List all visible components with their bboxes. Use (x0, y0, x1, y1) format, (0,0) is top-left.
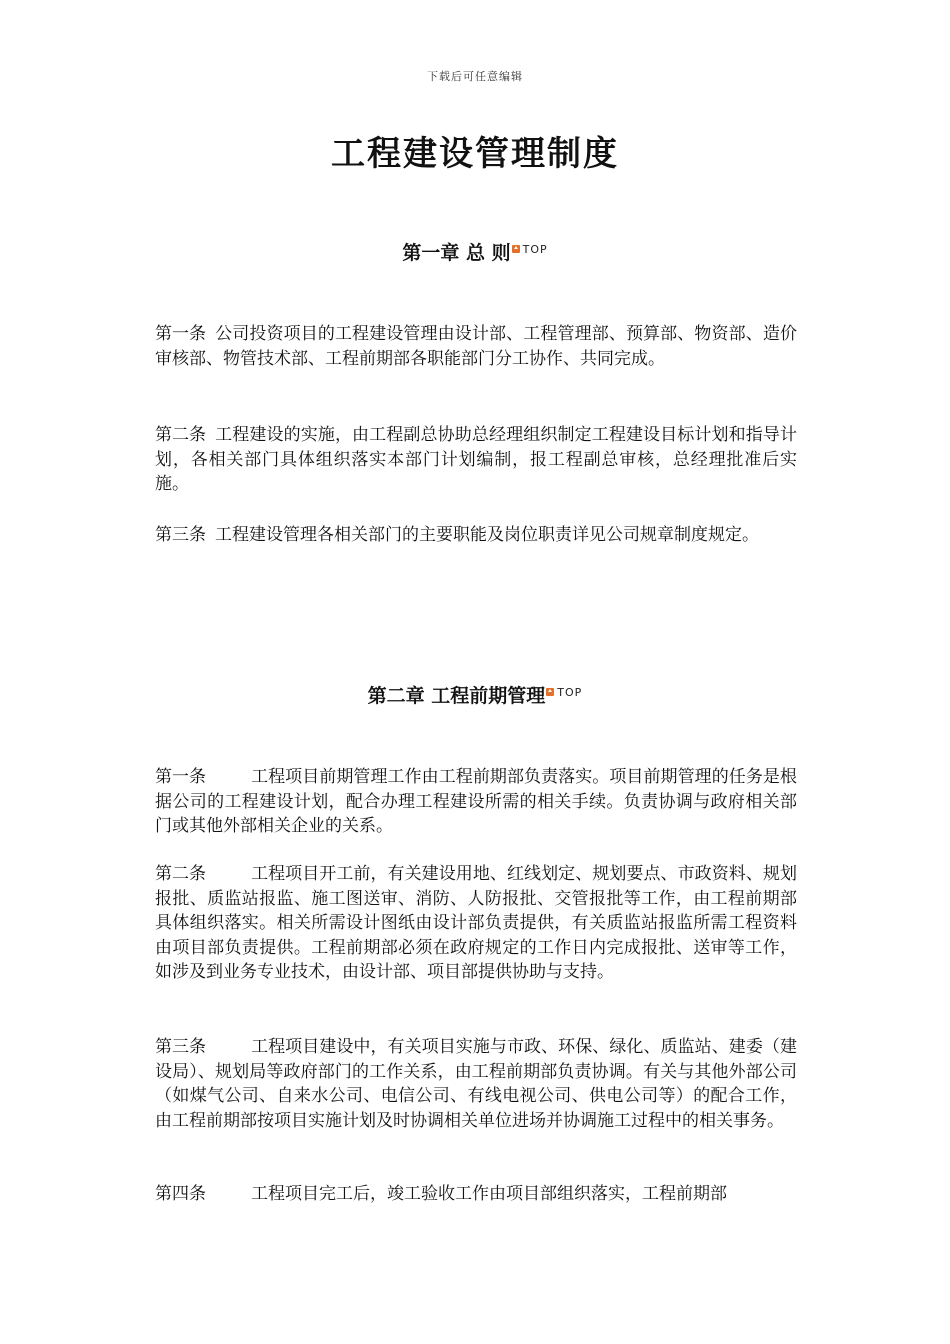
article-number: 第三条 (155, 525, 206, 545)
chapter-heading-1-text: 第一章 总 则 (402, 242, 511, 264)
article-number: 第二条 (155, 425, 206, 445)
chapter-1-article-1 (155, 322, 797, 371)
chapter-2-article-4 (155, 1182, 797, 1207)
chapter-1-article-3 (155, 523, 797, 548)
chapter-1-article-2 (155, 423, 797, 497)
article-text: 工程项目前期管理工作由工程前期部负责落实。项目前期管理的任务是根据公司的工程建设计划，配合办理工程建设所需的相关手续。负责协调与政府相关部门或其他外部相关企业的关系。 (155, 767, 797, 836)
article-text: 工程项目完工后，竣工验收工作由项目部组织落实，工程前期部 (251, 1184, 727, 1204)
arrow-up-icon (512, 245, 520, 253)
chapter-2-article-1 (155, 765, 797, 839)
chapter-heading-1 (0, 238, 950, 265)
article-text: 工程项目开工前，有关建设用地、红线划定、规划要点、市政资料、规划报批、质监站报监、施工图送审、消防、人防报批、交管报批等工作，由工程前期部具体组织落实。相关所需设计图纸由设计部负责提供，有关质监站报监所需工程资料由项目部负责提供。工程前期部必须在政府规定的工作日内完成报批、送审等工作，如涉及到业务专业技术，由设计部、项目部提供协助与支持。 (155, 864, 797, 982)
article-text: 公司投资项目的工程建设管理由设计部、工程管理部、预算部、物资部、造价审核部、物管技术部、工程前期部各职能部门分工协作、共同完成。 (155, 324, 797, 369)
chapter-2-article-2 (155, 862, 797, 985)
top-link-2[interactable] (546, 686, 582, 699)
header-note: 下载后可任意编辑 (427, 70, 523, 83)
top-link-2-label: TOP (557, 685, 583, 699)
chapter-2-article-3 (155, 1035, 797, 1133)
article-number: 第二条 (155, 864, 206, 884)
article-number: 第四条 (155, 1184, 206, 1204)
article-number: 第一条 (155, 767, 206, 787)
document-title: 工程建设管理制度 (331, 134, 619, 174)
article-number: 第一条 (155, 324, 206, 344)
top-link-1[interactable] (512, 243, 548, 256)
chapter-heading-2 (0, 681, 950, 708)
article-number: 第三条 (155, 1037, 206, 1057)
arrow-up-icon (546, 688, 554, 696)
article-text: 工程项目建设中，有关项目实施与市政、环保、绿化、质监站、建委（建设局）、规划局等政府部门的工作关系，由工程前期部负责协调。有关与其他外部公司（如煤气公司、自来水公司、电信公司、有线电视公司、供电公司等）的配合工作，由工程前期部按项目实施计划及时协调相关单位进场并协调施工过程中的相关事务。 (155, 1037, 797, 1131)
article-text: 工程建设的实施，由工程副总协助总经理组织制定工程建设目标计划和指导计划，各相关部门具体组织落实本部门计划编制，报工程副总审核，总经理批准后实施。 (155, 425, 797, 494)
chapter-heading-2-text: 第二章 工程前期管理 (367, 685, 546, 707)
top-link-1-label: TOP (522, 242, 548, 256)
article-text: 工程建设管理各相关部门的主要职能及岗位职责详见公司规章制度规定。 (215, 525, 759, 545)
